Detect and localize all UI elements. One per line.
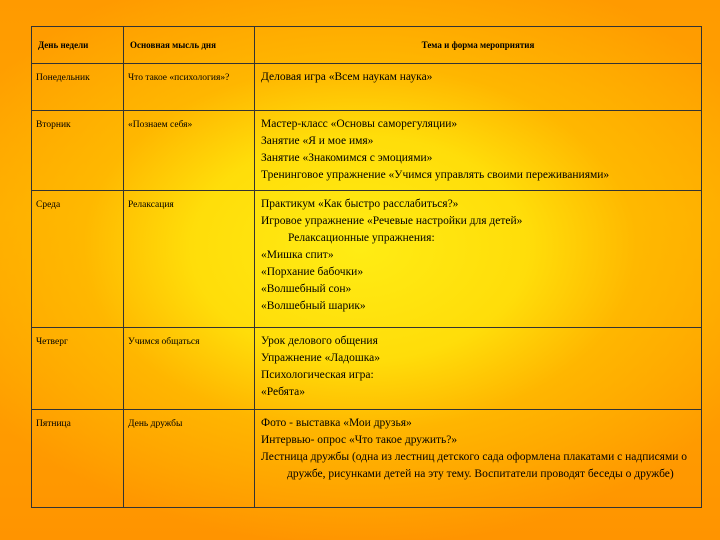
table-row xyxy=(32,191,702,327)
idea-cell: «Познаем себя» xyxy=(124,111,255,191)
event-line: Мастер-класс «Основы саморегуляции» xyxy=(261,118,458,131)
event-line: Занятие «Я и мое имя» xyxy=(261,135,374,148)
event-line: Деловая игра «Всем наукам наука» xyxy=(261,71,433,83)
event-line: «Ребята» xyxy=(261,385,305,398)
event-line: Тренинговое упражнение «Учимся управлять своими переживаниями» xyxy=(261,169,610,182)
events-cell xyxy=(255,409,702,507)
event-line: Занятие «Знакомимся с эмоциями» xyxy=(261,152,433,165)
day-cell: Вторник xyxy=(32,111,124,191)
table-row xyxy=(32,409,702,507)
event-line: «Волшебный сон» xyxy=(261,283,352,296)
event-line: «Волшебный шарик» xyxy=(261,300,366,313)
table-row xyxy=(32,111,702,191)
header-day: День недели xyxy=(32,27,124,64)
day-cell: Среда xyxy=(32,191,124,327)
event-line: Практикум «Как быстро расслабиться?» xyxy=(261,198,459,211)
idea-cell: Релаксация xyxy=(124,191,255,327)
table-row xyxy=(32,64,702,111)
event-line: Фото - выставка «Мои друзья» xyxy=(261,416,412,429)
idea-cell: День дружбы xyxy=(124,409,255,507)
table-header-row xyxy=(32,27,702,64)
events-cell xyxy=(255,64,702,111)
events-cell xyxy=(255,191,702,327)
idea-cell: Что такое «психология»? xyxy=(124,64,255,111)
header-idea: Основная мысль дня xyxy=(124,27,255,64)
events-cell xyxy=(255,111,702,191)
event-line: «Порхание бабочки» xyxy=(261,266,364,279)
event-line: Лестница дружбы (одна из лестниц детского сада оформлена плакатами с надписями о дружбе, рисунками детей на эту тему. Воспитатели проводят беседы о дружбе) xyxy=(261,450,688,480)
event-line: Упражнение «Ладошка» xyxy=(261,351,381,364)
idea-cell: Учимся общаться xyxy=(124,327,255,409)
events-cell xyxy=(255,327,702,409)
schedule-sheet xyxy=(31,26,702,508)
event-line: Психологическая игра: xyxy=(261,368,374,381)
day-cell: Четверг xyxy=(32,327,124,409)
day-cell: Понедельник xyxy=(32,64,124,111)
day-cell: Пятница xyxy=(32,409,124,507)
event-line: Урок делового общения xyxy=(261,334,378,347)
event-line: Интервью- опрос «Что такое дружить?» xyxy=(261,433,458,446)
event-line: Релаксационные упражнения: xyxy=(288,232,435,245)
table-row xyxy=(32,327,702,409)
weekly-schedule-table xyxy=(31,26,702,508)
event-line: «Мишка спит» xyxy=(261,249,334,262)
event-line: Игровое упражнение «Речевые настройки для детей» xyxy=(261,215,523,228)
header-theme: Тема и форма мероприятия xyxy=(255,27,702,64)
